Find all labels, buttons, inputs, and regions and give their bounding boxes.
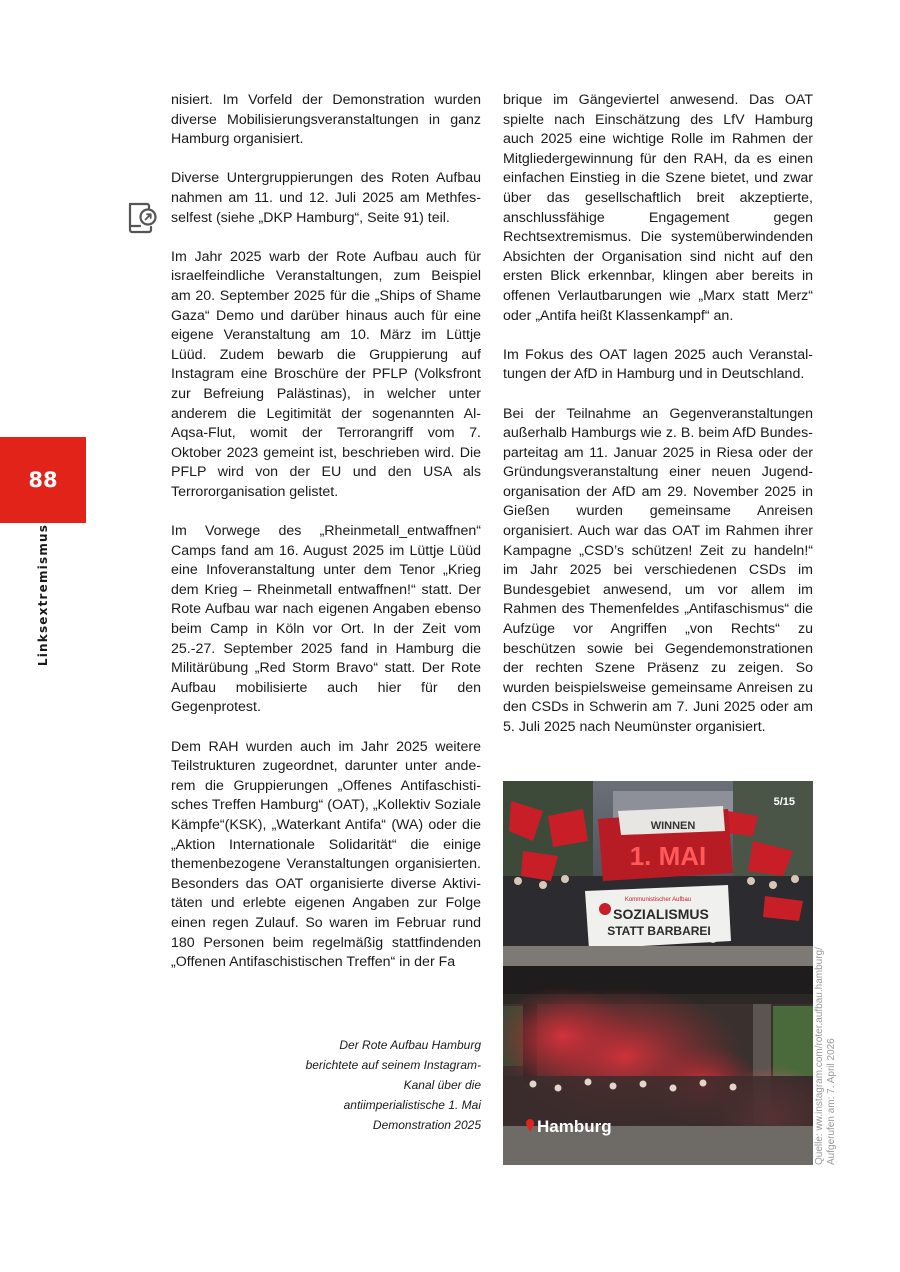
paragraph: Im Jahr 2025 warb der Rote Aufbau auch für israelfeindliche Veranstaltungen, zum Beispiel am 20. September 2025 für die „Ships of Shame Gaza“ Demo und darüber hinaus auch für eine eigene Veranstaltung am 10. März im Lüttje Lüüd. Zudem bewarb die Gruppierung auf Instagram eine Broschüre der PFLP (Volksfront zur Befreiung Palästinas), in welcher unter anderem die Legitimität der sogenannten Al-Aqsa-Flut, womit der Terrorangriff vom 7. Oktober 2023 gemeint ist, beschrieben wird. Die PFLP wird von der EU und den USA als Terrororganisation gelistet.	[171, 248, 481, 500]
paragraph: Dem RAH wurden auch im Jahr 2025 weitere Teilstrukturen zugeordnet, darunter unter anderem die Gruppierungen „Offenes Antifaschistisches Treffen Hamburg“ (OAT), „Kollektiv Soziale Kämpfe“(KSK), „Waterkant Antifa“ (WA) oder die „Aktion Internationale Solidarität“ die einige themenbezogene Veranstaltungen organisierten. Besonders das OAT organisierte diverse Aktivitäten und erlebte eigenen Angaben zur Folge einen regen Zulauf. So waren im Februar rund 180 Personen beim regelmäßig stattfindenden „Offenen Antifaschistischen Treffen“ in der Fa	[171, 738, 481, 971]
source-url: Quelle: ww.instagram.com/roter.aufbau.hamburg/	[814, 947, 825, 1165]
banner-small-text: Kommunistischer Aufbau	[624, 897, 692, 903]
photo-smoke-bridge	[503, 966, 813, 1165]
paragraph: Im Fokus des OAT lagen 2025 auch Veranstaltungen der AfD in Hamburg und in Deutschland.	[503, 346, 813, 383]
page-number: 88	[28, 468, 58, 492]
right-text-column	[503, 91, 813, 738]
location-tag: Hamburg	[537, 1117, 612, 1136]
book-link-icon	[126, 201, 158, 235]
photo-source	[814, 925, 838, 1165]
paragraph: Diverse Untergruppierungen des Roten Aufbau nahmen am 11. und 12. Juli 2025 am Methfesselfest (siehe „DKP Hamburg“, Seite 91) teil.	[171, 170, 481, 226]
paragraph: brique im Gängeviertel anwesend. Das OAT spielte nach Einschätzung des LfV Hamburg auch 2025 eine wichtige Rolle im Rahmen der Mitgliedergewinnung für den RAH, da es einen einfachen Einstieg in die Szene bietet, und zwar über das gesellschaftlich breit akzeptierte, anschlussfähige Engagement gegen Rechtsextremismus. Die systemüberwindenden Absichten der Organisation sind nicht auf den ersten Blick erkennbar, klingen aber bereits in offenen Verlautbarungen wie „Marx statt Merz“ oder „Antifa heißt Klassenkampf“ an.	[503, 92, 813, 324]
source-date: Aufgerufen am: 7. April 2026	[826, 1038, 837, 1165]
paragraph: Im Vorwege des „Rheinmetall_entwaffnen“ Camps fand am 16. August 2025 im Lüttje Lüüd eine Infoveranstaltung unter dem Tenor „Krieg dem Krieg – Rheinmetall entwaffnen!“ statt. Der Rote Aufbau war nach eigenen Angaben ebenso beim Camp in Köln vor Ort. In der Zeit vom 25.-27. September 2025 fand in Hamburg die Militärübung „Red Storm Bravo“ statt. Der Rote Aufbau mobilisierte auch hier für den Gegenprotest.	[171, 523, 481, 716]
demonstration-photo	[503, 781, 813, 1165]
photo-march-banner	[503, 781, 813, 966]
paragraph: Bei der Teilnahme an Gegenveranstaltungen außerhalb Hamburgs wie z. B. beim AfD Bundesparteitag am 11. Januar 2025 in Riesa oder der Gründungsveranstaltung einer neuen Jugendorganisation der AfD am 29. November 2025 in Gießen wurden gemeinsame Anreisen organisiert. Auch war das OAT im Rahmen ihrer Kampagne „CSD’s schützen! Zeit zu handeln!“ im Jahr 2025 bei verschiedenen CSDs im Bundesgebiet anwesend, um vor allem im Rahmen des Themenfeldes „Antifaschismus“ die Aufzüge vor Angriffen „von Rechts“ zu beschützen sowie bei Gegendemonstrationen der rechten Szene Präsenz zu zeigen. So wurden beispielsweise gemeinsame Anreisen zu den CSDs in Schwerin am 7. Juni 2025 oder am 5. Juli 2025 nach Neumünster organisiert.	[503, 405, 813, 735]
photo-caption: Der Rote Aufbau Hamburg berichtete auf seinem Instagram-Kanal über die antiimperialistische 1. Mai Demonstration 2025	[305, 1038, 481, 1132]
left-text-column	[171, 91, 481, 973]
banner-top-text: WINNEN	[650, 820, 696, 832]
paragraph: nisiert. Im Vorfeld der Demonstration wurden diverse Mobilisierungsveranstaltungen in ganz Hamburg organisiert.	[171, 92, 481, 148]
banner-line1: SOZIALISMUS	[613, 906, 709, 922]
slide-counter: 5/15	[773, 796, 795, 808]
banner-line2: STATT BARBAREI	[607, 924, 711, 938]
banner-big-text: 1. MAI	[629, 841, 707, 871]
section-label: Linksextremismus	[36, 523, 50, 667]
